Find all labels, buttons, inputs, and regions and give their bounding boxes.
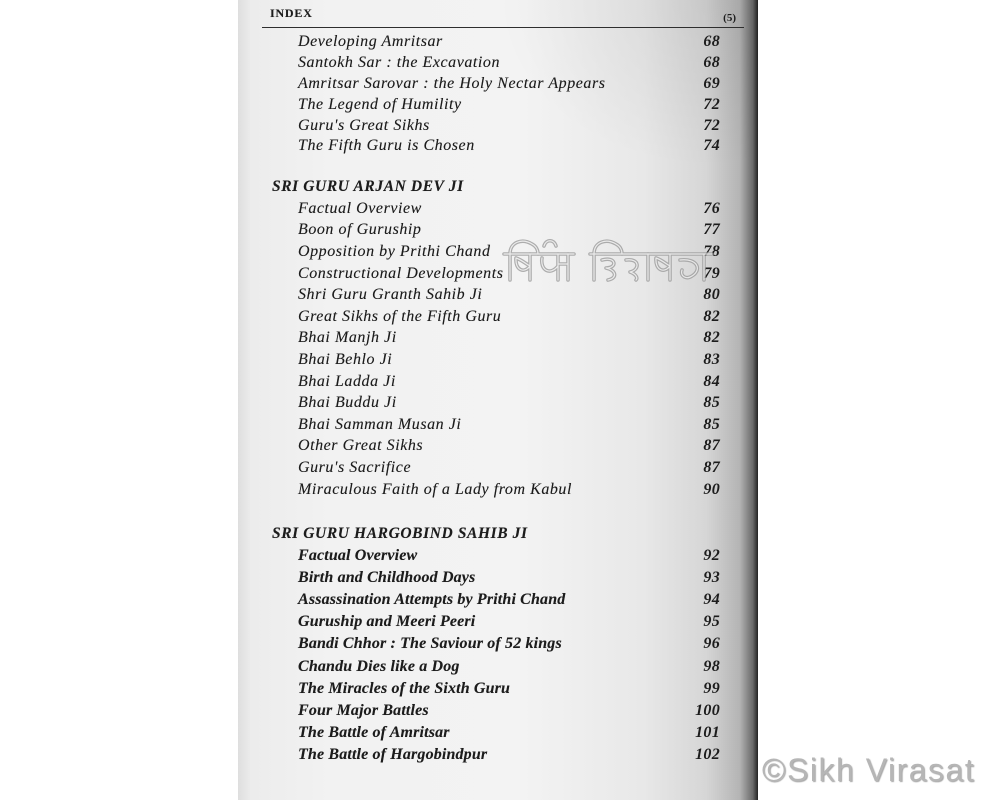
index-entry (272, 198, 720, 220)
copyright-watermark: ©Sikh Virasat (762, 752, 976, 788)
entry-title: The Legend of Humility (298, 95, 462, 113)
section-hargobind-sahib (272, 523, 720, 766)
index-entry (272, 700, 720, 722)
index-entry (272, 392, 720, 414)
index-entry (272, 611, 720, 633)
entry-title: Four Major Battles (298, 701, 429, 719)
page-number: (5) (723, 12, 736, 24)
section-heading: SRI GURU HARGOBIND SAHIB JI (272, 525, 528, 542)
entry-title: Factual Overview (298, 547, 418, 565)
index-entry (272, 722, 720, 744)
index-entry (272, 436, 720, 458)
entry-title: The Battle of Hargobindpur (298, 745, 488, 763)
index-entry (272, 136, 720, 157)
index-entry (272, 633, 720, 655)
entry-title: Bhai Buddu Ji (298, 394, 397, 412)
index-entry (272, 32, 720, 53)
entry-page-number: 92 (703, 547, 720, 565)
entry-page-number: 82 (703, 307, 720, 325)
entry-title: The Fifth Guru is Chosen (298, 137, 475, 155)
entry-page-number: 90 (703, 480, 720, 498)
index-entry (272, 567, 720, 589)
index-entry (272, 74, 720, 95)
entry-page-number: 77 (703, 221, 720, 239)
entry-title: Bhai Samman Musan Ji (298, 415, 462, 433)
entry-title: Assassination Attempts by Prithi Chand (298, 591, 566, 609)
entry-title: Opposition by Prithi Chand (298, 242, 491, 260)
entry-page-number: 72 (703, 116, 720, 134)
entry-title: Factual Overview (298, 199, 422, 217)
entry-title: Guru's Sacrifice (298, 458, 412, 476)
index-entry (272, 328, 720, 350)
entry-title: Developing Amritsar (298, 33, 443, 51)
index-entry (272, 655, 720, 677)
entry-page-number: 102 (695, 745, 720, 763)
index-page (238, 0, 758, 800)
entry-title: Bandi Chhor : The Saviour of 52 kings (298, 635, 562, 653)
entry-page-number: 93 (703, 569, 720, 587)
header-rule (262, 27, 744, 28)
entry-page-number: 85 (703, 415, 720, 433)
entry-title: Great Sikhs of the Fifth Guru (298, 307, 502, 325)
entry-title: The Battle of Amritsar (298, 723, 450, 741)
entry-page-number: 87 (703, 458, 720, 476)
entry-page-number: 69 (703, 74, 720, 92)
entry-page-number: 84 (703, 372, 720, 390)
entry-page-number: 100 (695, 701, 720, 719)
entry-title: Constructional Developments (298, 264, 504, 282)
entry-title: Chandu Dies like a Dog (298, 657, 460, 675)
entry-page-number: 80 (703, 286, 720, 304)
entry-title: Bhai Behlo Ji (298, 350, 393, 368)
entry-title: Amritsar Sarovar : the Holy Nectar Appears (298, 74, 606, 92)
entry-page-number: 79 (703, 264, 720, 282)
entry-page-number: 85 (703, 394, 720, 412)
entry-page-number: 101 (695, 723, 720, 741)
index-entry (272, 589, 720, 611)
watermark-gurmukhi-logo (502, 236, 717, 288)
entry-page-number: 94 (703, 591, 720, 609)
index-entry (272, 678, 720, 700)
entry-page-number: 98 (703, 657, 720, 675)
entry-page-number: 74 (703, 137, 720, 155)
entry-title: Bhai Ladda Ji (298, 372, 396, 390)
entry-page-number: 95 (703, 613, 720, 631)
entry-page-number: 83 (703, 350, 720, 368)
entry-title: Boon of Guruship (298, 221, 422, 239)
index-entry (272, 349, 720, 371)
entry-title: Miraculous Faith of a Lady from Kabul (298, 480, 572, 498)
section-heading: SRI GURU ARJAN DEV JI (272, 178, 464, 195)
continued-entries (272, 32, 720, 157)
index-entry (272, 545, 720, 567)
entry-title: Birth and Childhood Days (298, 569, 476, 587)
index-entry (272, 371, 720, 393)
index-title: INDEX (270, 6, 313, 20)
entry-title: Other Great Sikhs (298, 437, 424, 455)
entry-page-number: 87 (703, 437, 720, 455)
index-entry (272, 414, 720, 436)
index-entry (272, 53, 720, 74)
index-entry (272, 479, 720, 501)
entry-page-number: 78 (703, 242, 720, 260)
entry-title: The Miracles of the Sixth Guru (298, 679, 511, 697)
entry-title: Guru's Great Sikhs (298, 116, 430, 134)
index-entry (272, 115, 720, 136)
section-arjan-dev (272, 176, 720, 500)
entry-page-number: 76 (703, 199, 720, 217)
index-entry (272, 457, 720, 479)
index-entry (272, 306, 720, 328)
entry-page-number: 96 (703, 635, 720, 653)
entry-title: Guruship and Meeri Peeri (298, 613, 476, 631)
index-entry (272, 94, 720, 115)
entry-title: Santokh Sar : the Excavation (298, 54, 501, 72)
entry-page-number: 68 (703, 33, 720, 51)
entry-title: Bhai Manjh Ji (298, 329, 397, 347)
entry-title: Shri Guru Granth Sahib Ji (298, 286, 483, 304)
entry-page-number: 82 (703, 329, 720, 347)
index-entry (272, 744, 720, 766)
entry-page-number: 68 (703, 54, 720, 72)
entry-page-number: 72 (703, 95, 720, 113)
entry-page-number: 99 (703, 679, 720, 697)
